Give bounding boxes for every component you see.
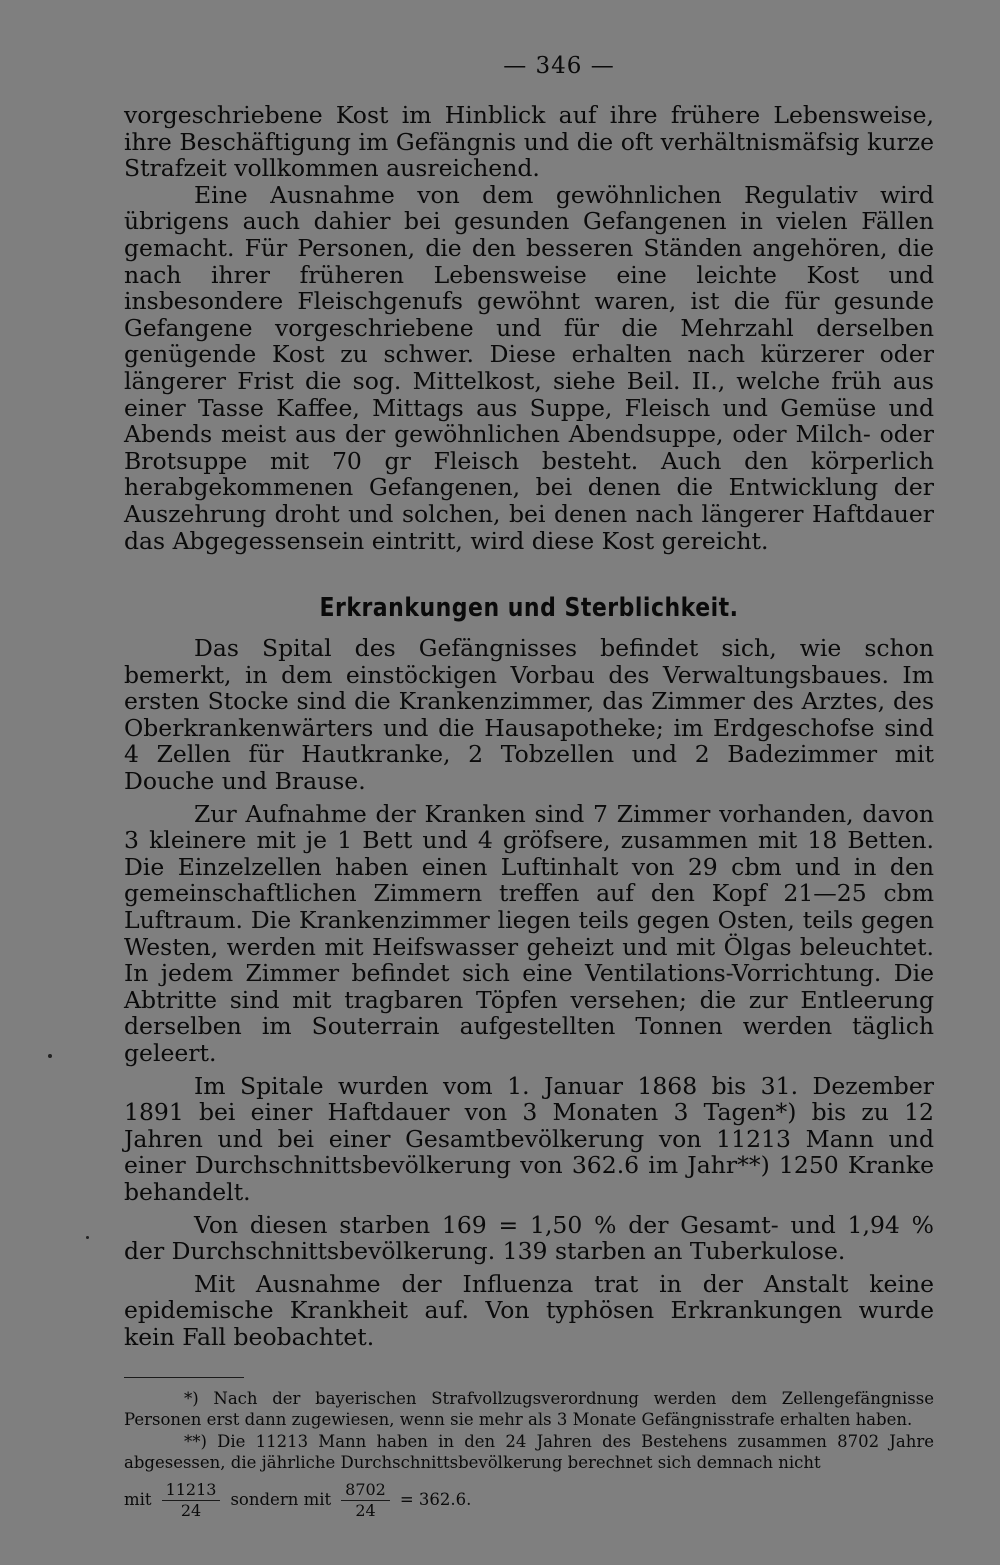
paragraph-3: Das Spital des Gefängnisses befindet sich, wie schon bemerkt, in dem einstöckigen Vorbau des Verwaltungsbaues. Im ersten Stocke sind die Krankenzimmer, das Zimmer des Arztes, des Oberkrankenwärters und die Hausapotheke; im Erdgeschofse sind 4 Zellen für Hautkranke, 2 Tobzellen und 2 Badezimmer mit Douche und Brause. — [124, 634, 934, 796]
fraction-2 — [341, 1480, 390, 1521]
paragraph-4: Zur Aufnahme der Kranken sind 7 Zimmer vorhanden, davon 3 kleinere mit je 1 Bett und 4 gröfsere, zusammen mit 18 Betten. Die Einzelzellen haben einen Luftinhalt von 29 cbm und in den gemeinschaftlichen Zimmern treffen auf den Kopf 21—25 cbm Luftraum. Die Krankenzimmer liegen teils gegen Osten, teils gegen Westen, werden mit Heifswasser geheizt und mit Ölgas beleuchtet. In jedem Zimmer befindet sich eine Ventilations-Vorrichtung. Die Abtritte sind mit tragbaren Töpfen versehen; die zur Entleerung derselben im Souterrain aufgestellten Tonnen werden täglich geleert. — [124, 799, 934, 1067]
fraction-1-numerator: 11213 — [162, 1480, 221, 1501]
footnote-1: *) Nach der bayerischen Strafvollzugsverordnung werden dem Zellengefängnisse Personen erst dann zugewiesen, wenn sie mehr als 3 Monate Gefängnisstrafe erhalten haben. — [124, 1388, 934, 1430]
paragraph-1: vorgeschriebene Kost im Hinblick auf ihre frühere Lebensweise, ihre Beschäftigung im Gefängnis und die oft verhältnismäfsig kurze Strafzeit vollkommen ausreichend. — [124, 101, 934, 183]
paragraph-6: Von diesen starben 169 = 1,50 % der Gesamt- und 1,94 % der Durchschnittsbevölkerung. 139 starben an Tuberkulose. — [124, 1210, 934, 1266]
fraction-2-numerator: 8702 — [341, 1480, 390, 1501]
margin-speck — [48, 1054, 52, 1058]
document-page — [124, 50, 934, 1521]
footnote-divider — [124, 1377, 244, 1378]
fraction-1-denominator: 24 — [180, 1500, 202, 1520]
paragraph-5: Im Spitale wurden vom 1. Januar 1868 bis 31. Dezember 1891 bei einer Haftdauer von 3 Monaten 3 Tagen*) bis zu 12 Jahren und bei einer Gesamtbevölkerung von 11213 Mann und einer Durchschnittsbevölkerung von 362.6 im Jahr**) 1250 Kranke behandelt. — [124, 1071, 934, 1206]
section-heading: Erkrankungen und Sterblichkeit. — [319, 593, 739, 624]
formula-middle: sondern mit — [230, 1490, 332, 1510]
fraction-2-denominator: 24 — [355, 1500, 376, 1520]
page-number: — 346 — — [503, 53, 615, 79]
fraction-1 — [162, 1480, 221, 1521]
formula-prefix: mit — [124, 1490, 152, 1510]
margin-speck — [86, 1236, 89, 1239]
formula-result: = 362.6. — [399, 1490, 472, 1510]
footnote-formula — [124, 1480, 934, 1521]
paragraph-2: Eine Ausnahme von dem gewöhnlichen Regulativ wird übrigens auch dahier bei gesunden Gefangenen in vielen Fällen gemacht. Für Personen, die den besseren Ständen angehören, die nach ihrer früheren Lebensweise eine leichte Kost und insbesondere Fleischgenufs gewöhnt waren, ist die für gesunde Gefangene vorgeschriebene und für die Mehrzahl derselben genügende Kost zu schwer. Diese erhalten nach kürzerer oder längerer Frist die sog. Mittelkost, siehe Beil. II., welche früh aus einer Tasse Kaffee, Mittags aus Suppe, Fleisch und Gemüse und Abends meist aus der gewöhnlichen Abendsuppe, oder Milch- oder Brotsuppe mit 70 gr Fleisch besteht. Auch den körperlich herabgekommenen Gefangenen, bei denen die Entwicklung der Auszehrung droht und solchen, bei denen nach längerer Haftdauer das Abgegessensein eintritt, wird diese Kost gereicht. — [124, 180, 934, 555]
paragraph-7: Mit Ausnahme der Influenza trat in der Anstalt keine epidemische Krankheit auf. Von typhösen Erkrankungen wurde kein Fall beobachtet. — [124, 1269, 934, 1351]
footnote-2: **) Die 11213 Mann haben in den 24 Jahren des Bestehens zusammen 8702 Jahre abgesessen, die jährliche Durchschnittsbevölkerung berechnet sich demnach nicht — [124, 1431, 934, 1473]
